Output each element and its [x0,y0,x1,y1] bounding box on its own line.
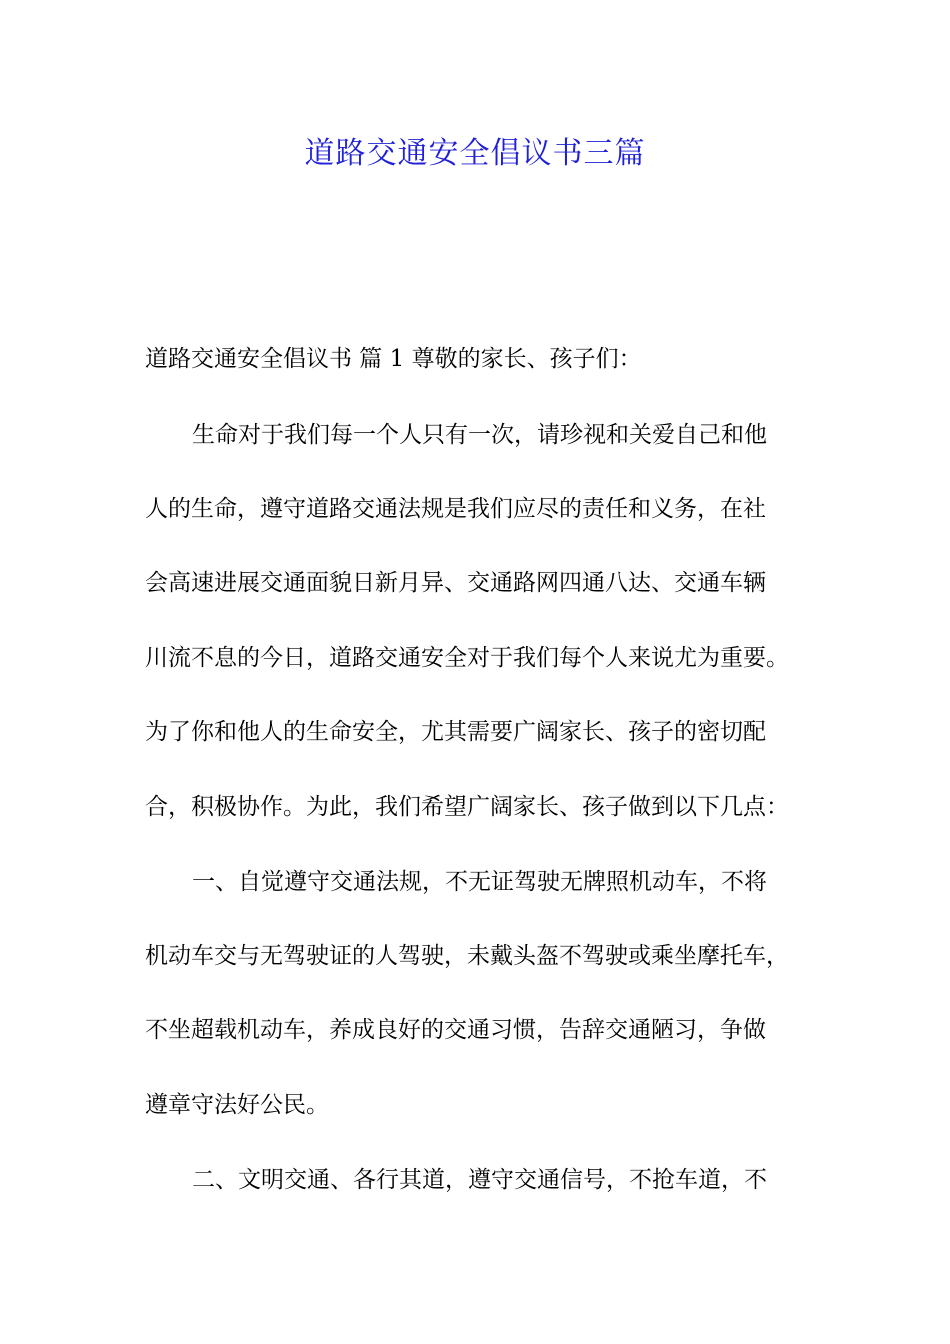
document-title: 道路交通安全倡议书三篇 [304,136,646,171]
text-line: 遵章守法好公民。 [145,1092,329,1118]
text-line: 二、文明交通、各行其道，遵守交通信号，不抢车道，不 [192,1167,767,1193]
text-line: 机动车交与无驾驶证的人驾驶，未戴头盔不驾驶或乘坐摩托车， [145,943,789,969]
text-line: 一、自觉遵守交通法规，不无证驾驶无牌照机动车，不将 [192,869,767,895]
text-line: 川流不息的今日，道路交通安全对于我们每个人来说尤为重要。 [145,645,789,671]
text-line: 为了你和他人的生命安全，尤其需要广阔家长、孩子的密切配 [145,719,766,745]
text-line: 不坐超载机动车，养成良好的交通习惯，告辞交通陋习，争做 [145,1017,766,1043]
text-line: 合，积极协作。为此，我们希望广阔家长、孩子做到以下几点： [145,794,789,820]
text-line: 会高速进展交通面貌日新月异、交通路网四通八达、交通车辆 [145,570,766,596]
text-line: 人的生命，遵守道路交通法规是我们应尽的责任和义务，在社 [145,496,766,522]
text-line: 道路交通安全倡议书 篇 1 尊敬的家长、孩子们： [145,346,642,372]
text-line: 生命对于我们每一个人只有一次，请珍视和关爱自己和他 [192,422,767,448]
